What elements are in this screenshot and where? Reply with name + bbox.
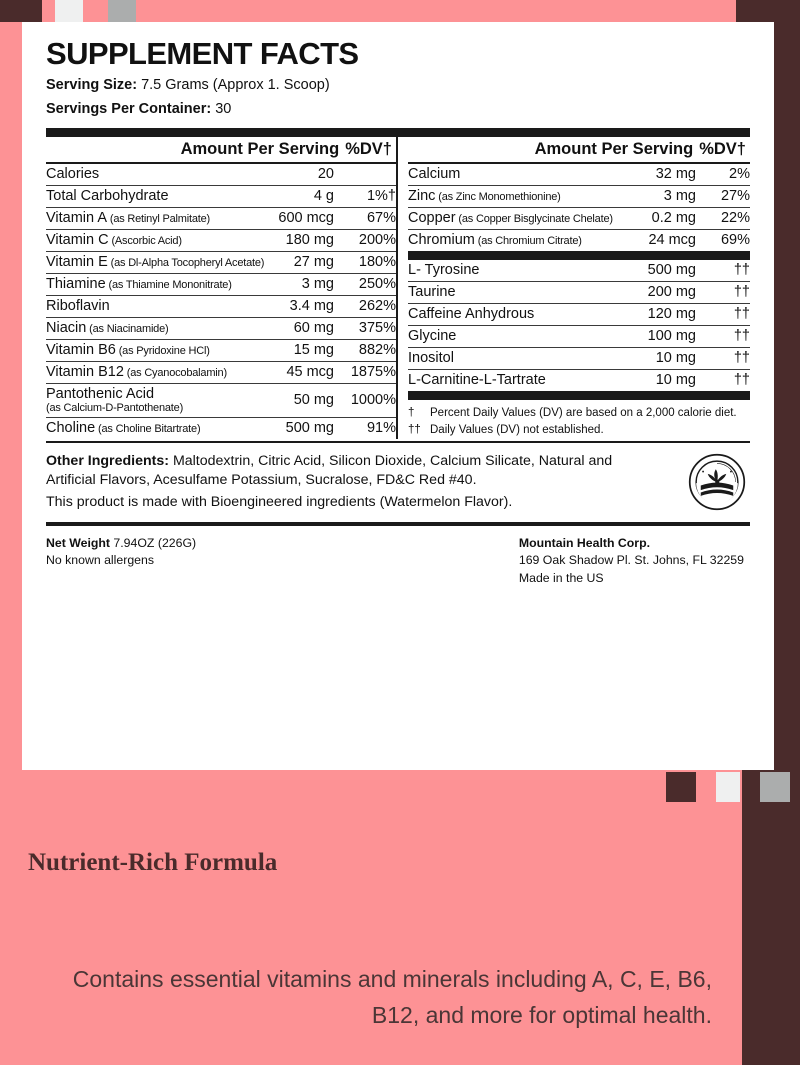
deco-square-maroon (666, 772, 696, 802)
servings-per-container-label: Servings Per Container: (46, 101, 212, 118)
footnote-text: Daily Values (DV) not established. (430, 423, 604, 436)
table-row (408, 164, 750, 186)
deco-bar-maroon-top-left (0, 0, 42, 22)
table-row (46, 251, 396, 273)
table-row (408, 185, 750, 207)
nutrient-amount: 3.4 mg (276, 295, 335, 317)
nutrient-amount: 50 mg (276, 383, 335, 417)
nutrient-name: L- Tyrosine (408, 260, 621, 282)
nutrient-daily-value: 180% (334, 251, 396, 273)
column-header-amount-right: Amount Per Serving (534, 139, 694, 158)
nutrient-amount: 10 mg (621, 347, 696, 369)
nutrient-name: Niacin (as Niacinamide) (46, 317, 276, 339)
column-header-left (46, 137, 396, 164)
nutrient-daily-value: 1000% (334, 383, 396, 417)
nutrient-daily-value: †† (696, 260, 750, 282)
nutrient-name: Total Carbohydrate (46, 185, 276, 207)
servings-per-container-value: 30 (215, 101, 232, 118)
table-row (408, 260, 750, 282)
nutrient-daily-value: †† (733, 372, 750, 389)
nutrient-daily-value: 91% (366, 420, 396, 437)
footnote-row (408, 422, 750, 439)
footnote-mark: † (408, 406, 415, 419)
nutrient-amount: 3 mg (276, 273, 335, 295)
nutrient-daily-value: †† (696, 325, 750, 347)
nutrient-amount: 15 mg (276, 339, 335, 361)
table-row (46, 164, 396, 186)
nutrient-amount: 100 mg (621, 325, 696, 347)
nutrient-source: (as Chromium Citrate) (474, 235, 582, 248)
table-row (408, 303, 750, 325)
deco-notch-maroon-top-right (736, 0, 742, 22)
nutrient-daily-value: 2% (696, 164, 750, 186)
column-header-dv-right: %DV† (699, 139, 746, 158)
table-row (46, 417, 396, 439)
nutrient-name: Vitamin B6 (as Pyridoxine HCl) (46, 339, 276, 361)
blend-separator-bar-bottom (408, 391, 750, 400)
nutrient-amount: 45 mcg (276, 361, 335, 383)
nutrient-rows-blend (408, 260, 750, 391)
other-ingredients-label: Other Ingredients: (46, 453, 169, 470)
nutrient-daily-value: 250% (334, 273, 396, 295)
nutrient-name: Taurine (408, 281, 621, 303)
deco-bar-gray-top-left (108, 0, 136, 22)
table-row (46, 361, 396, 383)
table-row (408, 347, 750, 369)
nutrient-rows-minerals (408, 164, 750, 251)
other-ingredients-section (46, 443, 750, 518)
servings-per-container-line (46, 99, 750, 120)
nutrient-amount: 60 mg (276, 317, 335, 339)
label-footer (46, 526, 750, 587)
nutrient-daily-value: 22% (696, 207, 750, 229)
company-name: Mountain Health Corp. (518, 535, 651, 550)
daily-value-footnotes (408, 400, 750, 440)
nutrient-amount: 0.2 mg (642, 207, 696, 229)
net-weight-line (46, 535, 196, 552)
nutrient-source: (as Choline Bitartrate) (95, 423, 201, 436)
net-weight-value: 7.94OZ (226G) (113, 535, 197, 550)
nutrient-name: Calories (46, 164, 276, 186)
nutrient-amount: 20 (276, 164, 335, 186)
promo-body: Contains essential vitamins and minerals including A, C, E, B6, B12, and more for optimal health. (72, 966, 712, 1028)
nutrient-amount: 24 mcg (648, 232, 696, 249)
nutrient-name: Copper (as Copper Bisglycinate Chelate) (408, 207, 642, 229)
nutrient-amount: 600 mcg (276, 207, 335, 229)
facts-table (46, 128, 750, 440)
footer-right (519, 535, 750, 587)
table-row (408, 207, 750, 229)
nutrient-source: (as Thiamine Mononitrate) (105, 279, 232, 292)
bioengineered-note: This product is made with Bioengineered ingredients (Watermelon Flavor). (46, 493, 513, 510)
nutrient-source: (as Copper Bisglycinate Chelate) (455, 213, 613, 226)
nutrient-amount: 27 mg (276, 251, 335, 273)
nutrient-name: Zinc (as Zinc Monomethionine) (408, 185, 642, 207)
nutrient-source: (as Niacinamide) (86, 323, 169, 336)
nutrient-source: (as Zinc Monomethionine) (435, 191, 561, 204)
blend-separator-bar-top (408, 251, 750, 260)
footnote-text: Percent Daily Values (DV) are based on a 2,000 calorie diet. (430, 406, 737, 419)
nutrient-amount: 3 mg (642, 185, 696, 207)
facts-column-left (46, 137, 398, 440)
nutrient-source: (as Pyridoxine HCl) (115, 345, 210, 358)
allergen-note: No known allergens (46, 553, 155, 568)
table-row (46, 383, 396, 417)
deco-bar-white-top-left (55, 0, 83, 22)
serving-size-value: 7.5 Grams (Approx 1. Scoop) (141, 76, 330, 93)
nutrient-daily-value: 67% (334, 207, 396, 229)
nutrient-name: Pantothenic Acid (as Calcium-D-Pantothenate) (46, 383, 276, 417)
nutrient-name: Vitamin A (as Retinyl Palmitate) (46, 207, 276, 229)
nutrient-source: (as Dl-Alpha Tocopheryl Acetate) (107, 257, 265, 270)
nutrient-name: Vitamin C (Ascorbic Acid) (46, 229, 276, 251)
nutrient-name: Vitamin B12 (as Cyanocobalamin) (46, 361, 276, 383)
nutrient-amount: 200 mg (621, 281, 696, 303)
nutrient-source: (as Calcium-D-Pantothenate) (46, 402, 184, 415)
column-header-right (408, 137, 750, 164)
deco-square-gray (760, 772, 790, 802)
nutrient-name: L-Carnitine-L-Tartrate (408, 372, 546, 389)
nutrient-amount: 32 mg (642, 164, 696, 186)
nutrient-daily-value (334, 164, 396, 186)
nutrient-daily-value: 1%† (334, 185, 396, 207)
nutrient-daily-value: 27% (696, 185, 750, 207)
nutrient-daily-value: †† (696, 303, 750, 325)
table-row (46, 339, 396, 361)
table-row (408, 325, 750, 347)
column-header-amount-left: Amount Per Serving (180, 139, 340, 158)
nutrient-name: Thiamine (as Thiamine Mononitrate) (46, 273, 276, 295)
nutrient-source: (Ascorbic Acid) (108, 235, 182, 248)
nutrient-daily-value: †† (696, 281, 750, 303)
nutrient-name: Vitamin E (as Dl-Alpha Tocopheryl Acetate) (46, 251, 276, 273)
company-address: 169 Oak Shadow Pl. St. Johns, FL 32259 (518, 553, 744, 568)
table-row (408, 369, 750, 391)
page-title: SUPPLEMENT FACTS (46, 36, 359, 71)
table-row (46, 185, 396, 207)
column-header-dv-left: %DV† (345, 139, 392, 158)
nutrient-daily-value: 1875% (334, 361, 396, 383)
nutrient-source: (as Cyanocobalamin) (123, 367, 227, 380)
table-row (46, 229, 396, 251)
table-row (46, 295, 396, 317)
footer-left (46, 535, 196, 587)
bioengineered-seal-icon (688, 453, 746, 511)
serving-size-line (46, 75, 750, 96)
other-ingredients-text (46, 452, 750, 490)
nutrient-amount: 120 mg (621, 303, 696, 325)
nutrient-name: Caffeine Anhydrous (408, 303, 621, 325)
nutrient-daily-value: 200% (334, 229, 396, 251)
nutrient-rows-left (46, 164, 396, 439)
promo-title: Nutrient-Rich Formula (28, 849, 278, 876)
nutrient-amount: 10 mg (655, 372, 696, 389)
serving-size-label: Serving Size: (46, 76, 138, 93)
nutrient-name: Inositol (408, 347, 621, 369)
nutrient-daily-value: 69% (720, 232, 750, 249)
table-row (46, 273, 396, 295)
nutrient-name: Calcium (408, 164, 642, 186)
table-row (46, 317, 396, 339)
nutrient-name: Choline (as Choline Bitartrate) (46, 420, 201, 437)
nutrient-daily-value: 882% (334, 339, 396, 361)
nutrient-amount: 500 mg (621, 260, 696, 282)
table-row (408, 229, 750, 251)
nutrient-daily-value: 375% (334, 317, 396, 339)
nutrient-name: Glycine (408, 325, 621, 347)
nutrient-amount: 500 mg (285, 420, 334, 437)
table-row (408, 281, 750, 303)
net-weight-label: Net Weight (46, 535, 110, 550)
footnote-row (408, 405, 750, 422)
footnote-mark: †† (408, 423, 421, 436)
nutrient-name: Riboflavin (46, 295, 276, 317)
nutrient-amount: 4 g (276, 185, 335, 207)
nutrient-amount: 180 mg (276, 229, 335, 251)
supplement-facts-card (22, 22, 774, 770)
deco-square-white (716, 772, 740, 802)
facts-column-right (398, 137, 750, 440)
table-row (46, 207, 396, 229)
nutrient-source: (as Retinyl Palmitate) (107, 213, 210, 226)
nutrient-daily-value: †† (696, 347, 750, 369)
nutrient-daily-value: 262% (334, 295, 396, 317)
nutrient-name: Chromium (as Chromium Citrate) (408, 232, 582, 249)
country-of-origin: Made in the US (518, 570, 604, 585)
other-ingredients-list: Maltodextrin, Citric Acid, Silicon Dioxide, Calcium Silicate, Natural and Artificial Flavors, Acesulfame Potassium, Sucralose, FD&C Red #40. (46, 453, 613, 489)
